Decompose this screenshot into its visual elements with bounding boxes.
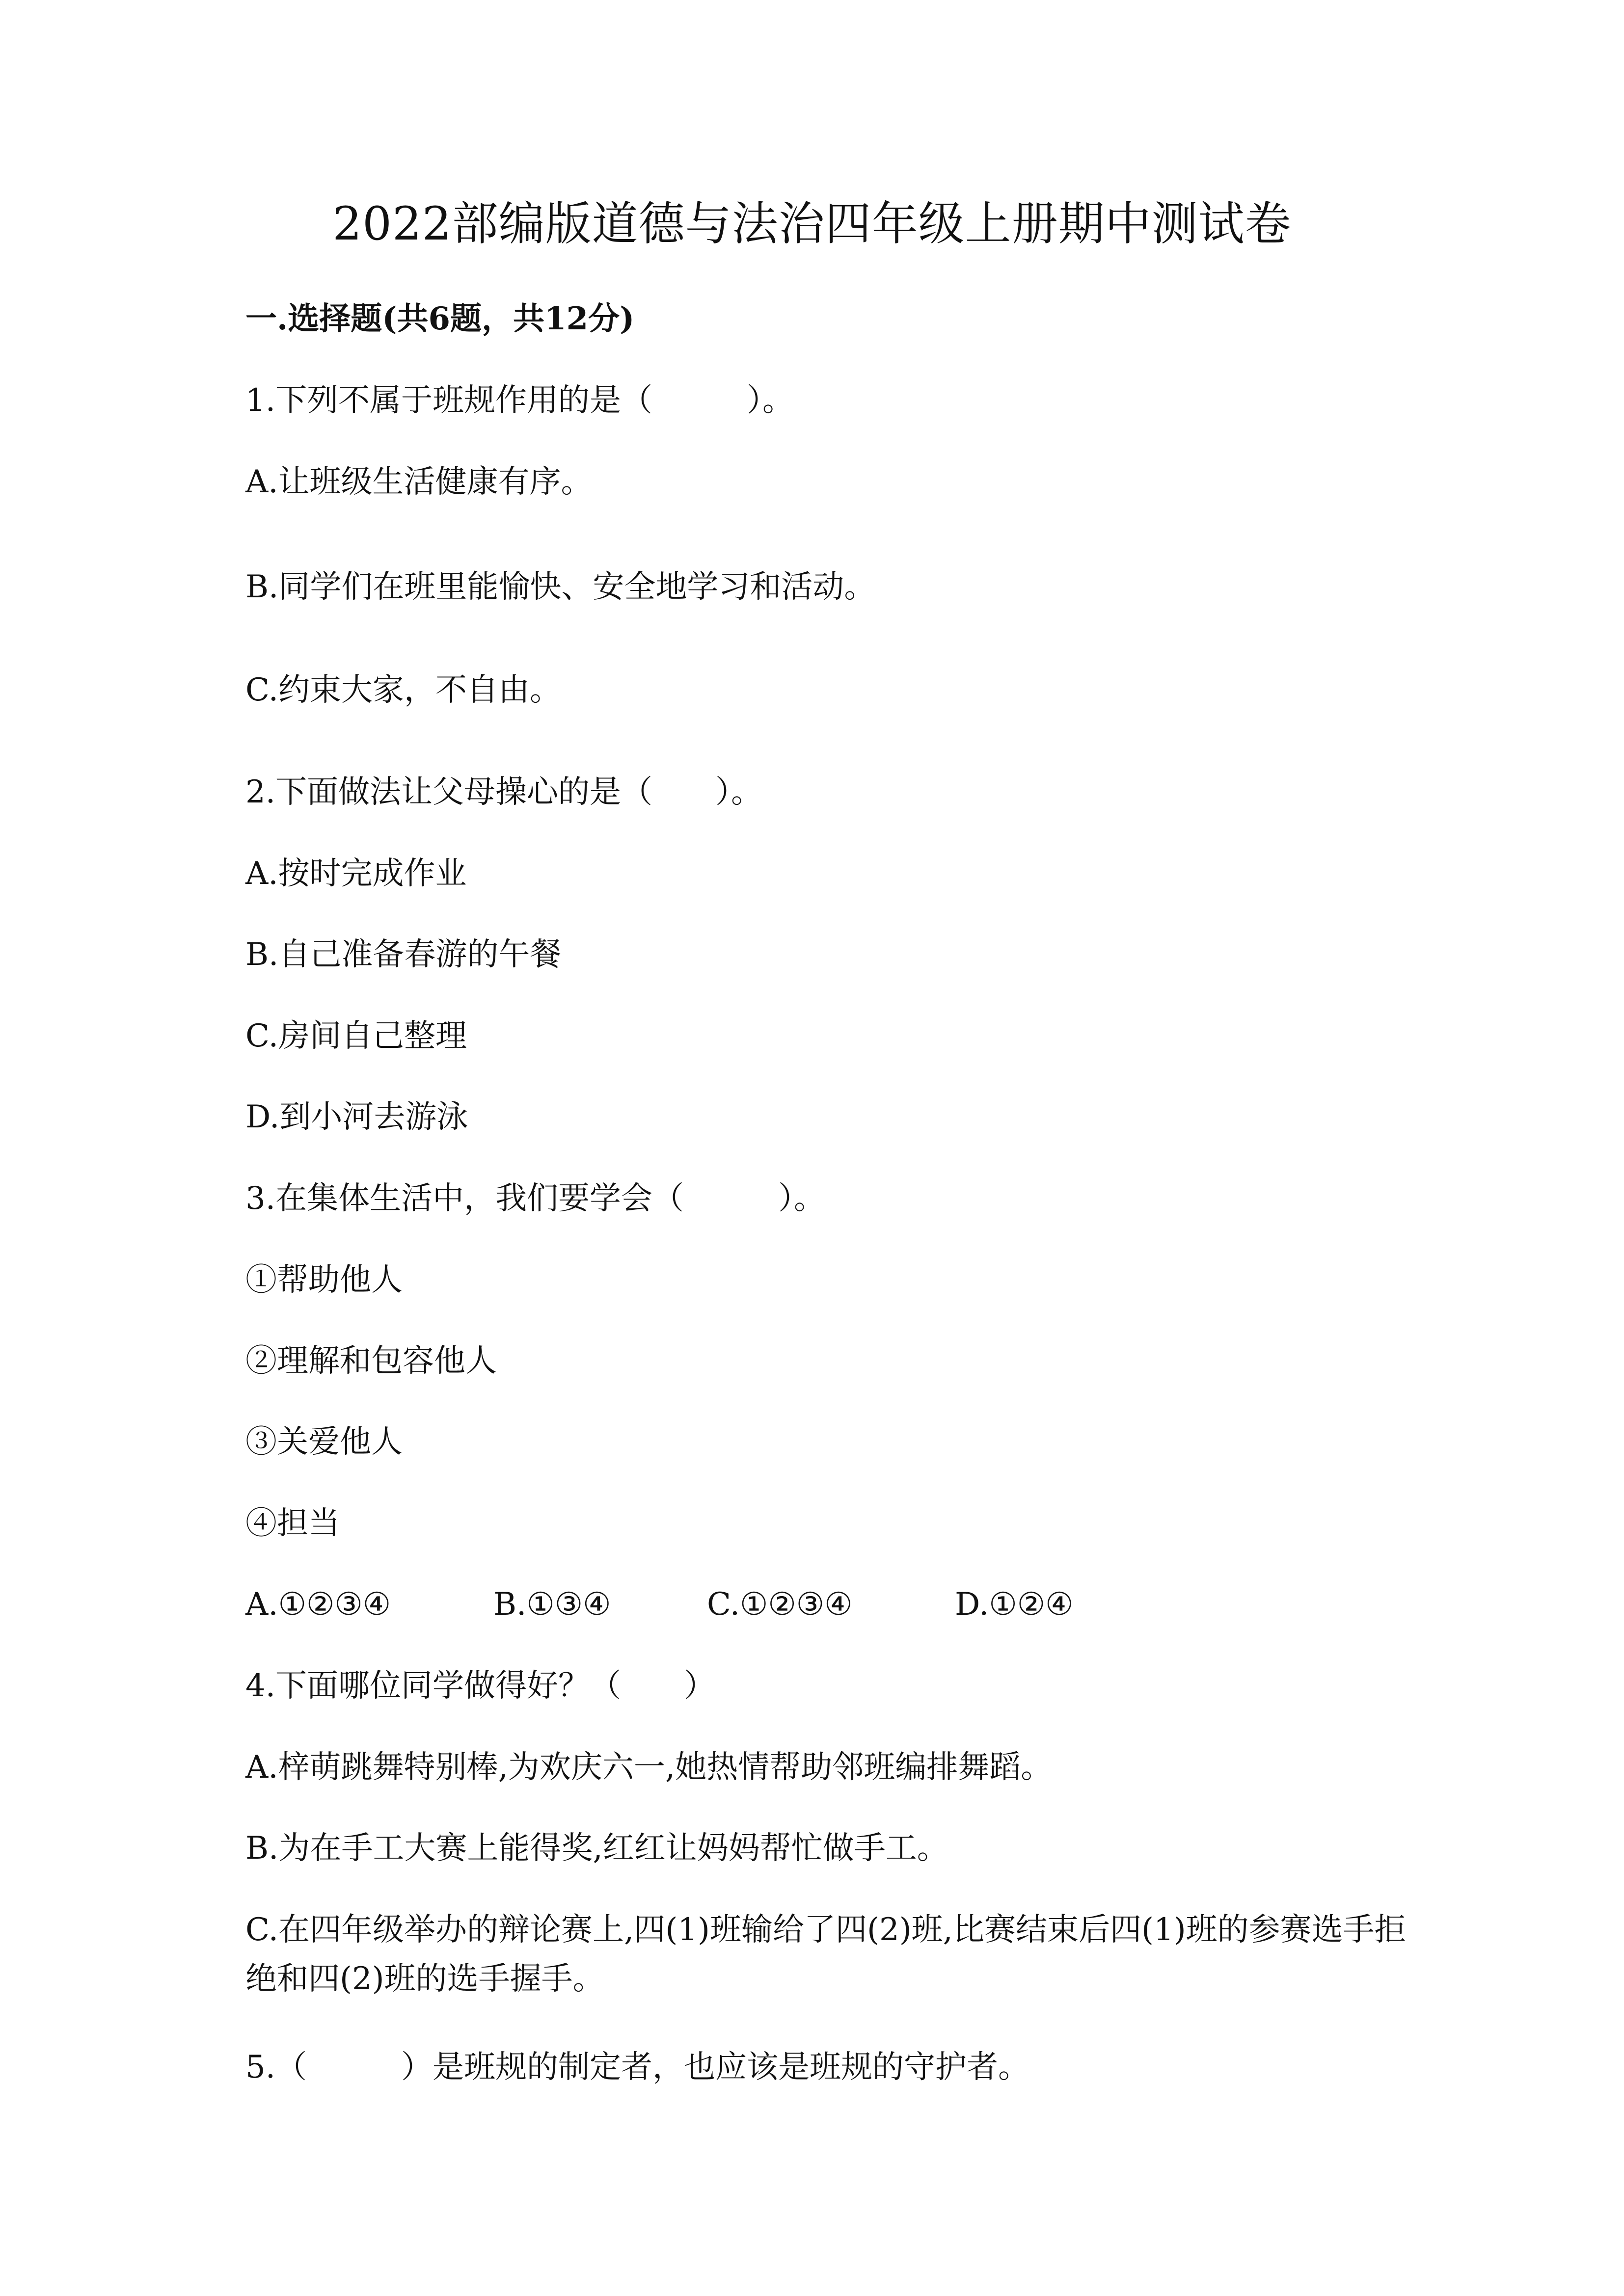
question-2-stem: 2.下面做法让父母操心的是（ ）。	[245, 774, 763, 810]
question-5-stem: 5.（ ）是班规的制定者，也应该是班规的守护者。	[245, 2049, 1030, 2085]
question-1-stem: 1.下列不属于班规作用的是（ ）。	[245, 382, 794, 419]
question-3-option-a: A.①②③④	[245, 1586, 391, 1623]
question-1-option-b: B.同学们在班里能愉快、安全地学习和活动。	[245, 569, 876, 605]
question-2-option-c: C.房间自己整理	[245, 1018, 467, 1054]
question-4-option-a: A.梓萌跳舞特别棒,为欢庆六一,她热情帮助邻班编排舞蹈。	[245, 1749, 1053, 1786]
question-4-stem: 4.下面哪位同学做得好？（ ）	[245, 1668, 716, 1704]
question-2-option-d: D.到小河去游泳	[245, 1099, 468, 1135]
question-3-statement-4: ④担当	[245, 1505, 340, 1542]
question-3-option-d: D.①②④	[955, 1586, 1074, 1623]
question-3-statement-1: ①帮助他人	[245, 1262, 403, 1298]
question-3-options-row	[245, 1581, 1424, 1628]
page-title: 2022部编版道德与法治四年级上册期中测试卷	[332, 197, 1292, 251]
question-3-statement-3: ③关爱他人	[245, 1424, 403, 1460]
question-4-option-b: B.为在手工大赛上能得奖,红红让妈妈帮忙做手工。	[245, 1830, 948, 1867]
question-1-option-c: C.约束大家，不自由。	[245, 672, 562, 708]
question-3-statement-2: ②理解和包容他人	[245, 1343, 497, 1379]
question-3-option-c: C.①②③④	[707, 1586, 853, 1623]
question-3-option-b: B.①③④	[493, 1586, 611, 1623]
question-1-option-a: A.让班级生活健康有序。	[245, 464, 593, 500]
question-3-stem: 3.在集体生活中，我们要学会（ ）。	[245, 1180, 826, 1217]
question-2-option-a: A.按时完成作业	[245, 855, 467, 892]
question-2-option-b: B.自己准备春游的午餐	[245, 936, 562, 973]
question-4-option-c: C.在四年级举办的辩论赛上,四(1)班输给了四(2)班,比赛结束后四(1)班的参赛选手拒绝和四(2)班的选手握手。	[245, 1912, 1406, 1997]
section-heading: 一.选择题(共6题，共12分)	[245, 300, 635, 337]
